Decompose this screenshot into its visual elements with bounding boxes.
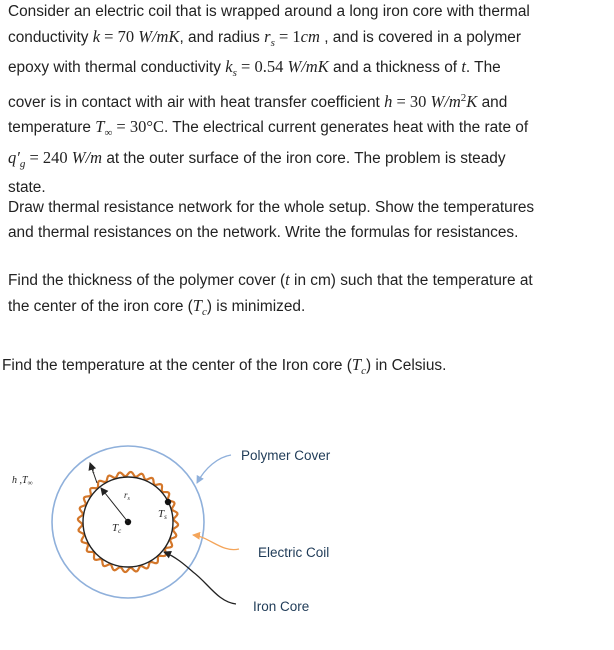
tc-label: Tc xyxy=(112,522,122,535)
task-network: Draw thermal resistance network for the whole setup. Show the temperatures and thermal resistances on the network. Write the formulas for resistances. xyxy=(8,199,535,241)
k-symbol: k xyxy=(92,26,101,46)
surface-point xyxy=(165,499,171,505)
polymer-leader xyxy=(197,455,231,483)
tinf-symbol: T xyxy=(95,117,105,137)
task-temperature: Find the temperature at the center of the Iron core $(T_c)$ in Celsius. xyxy=(2,355,447,378)
h-symbol: h xyxy=(384,91,393,111)
rs-symbol: r xyxy=(264,26,271,46)
coil-diagram xyxy=(0,435,614,650)
ts-label: Ts xyxy=(158,508,167,521)
polymer-cover-label: Polymer Cover xyxy=(241,448,331,463)
q-symbol: q′ xyxy=(8,147,20,167)
electric-coil-label: Electric Coil xyxy=(258,545,330,560)
ambient-label: h $,T_\infty$ xyxy=(12,475,33,487)
ks-symbol: k xyxy=(225,57,233,77)
problem-statement: Consider an electric coil that is wrapped around a long iron core with thermal conductivity k = 70 W/mK, and radius $r_s = 1cm$ , and is covered in a polymer epoxy with thermal conductivity $k_s = 0.54$ W/mK and a thickness of t. The cover is in contact with air with heat transfer coefficient h = 30 $W/m^2K$ and temperature $T_\infty = 30^\circ C$. The electrical current generates heat with the rate of $q'_g = 240$ W/m at the outer surface of the iron core. The problem is steady state. xyxy=(8,3,530,197)
iron-core-label: Iron Core xyxy=(253,599,310,614)
rs-label: $r_s$ xyxy=(124,490,130,502)
t-symbol: t xyxy=(461,57,466,77)
t-label: t xyxy=(92,465,95,476)
task-thickness: Find the thickness of the polymer cover (t in cm) such that the temperature at the center of the iron core $(T_c)$ is minimized. xyxy=(8,270,533,318)
iron-leader xyxy=(164,552,236,604)
